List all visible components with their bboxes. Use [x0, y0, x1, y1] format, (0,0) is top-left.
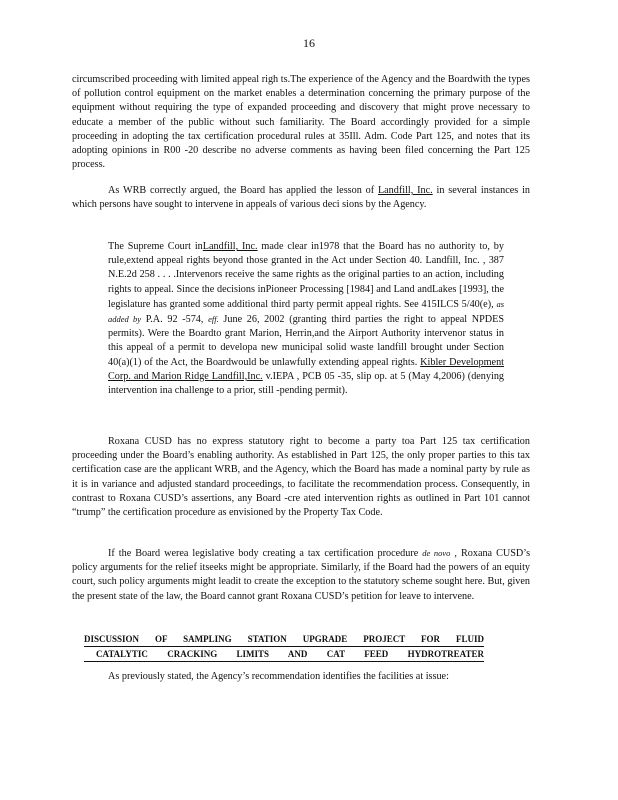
heading-line-1: DISCUSSION OF SAMPLING STATION UPGRADE PROJECT FOR FLUID: [84, 632, 484, 647]
paragraph-text: As WRB correctly argued, the Board has applied the lesson of: [108, 185, 378, 196]
quote-italic-as-added: as added by: [108, 298, 505, 325]
page-number: 16: [303, 36, 315, 50]
paragraph-text: in several instances in which persons have sought to intervene in appeals of various deci sions by the Agency.: [72, 185, 530, 211]
paragraph-circumscribed-proceeding: circumscribed proceeding with limited appeal righ ts.The experience of the Agency and the Boardwith the types of pollution control equipment on the market enables a determination concerning the primary purpose of the equipment without requiring the type of expanded proceeding and discovery that might prove necessary to educate a member of the public without such familiarity. The Board accordingly provided for a simple proceeding in adopting the tax certification procedural rules at 35Ill. Adm. Code Part 125, and notes that its adopting opinions in R00 -20 describe no adverse comments as having been filed concerning the Part 125 process.: [72, 74, 530, 171]
case-citation-landfill: Landfill, Inc.: [202, 241, 258, 252]
quote-text: made clear in1978 that the Board has no authority to, by rule,extend appeal rights beyond those granted in the Act under Section 40. Landfill, Inc. , 387 N.E.2d 258 . . . .Intervenors receive the same rights as the original parties to an action, including rights to appeal. Since the decisions inPioneer Processing [1984] and Land andLakes [1993], the legislature has granted some additional third party permit appeal rights. See 415ILCS 5/40(e),: [108, 241, 504, 310]
quote-text: P.A. 92 -574,: [145, 314, 204, 326]
case-citation-landfill: Landfill, Inc.: [377, 185, 433, 196]
paragraph-legislative-body: [72, 546, 530, 604]
section-heading: [84, 632, 484, 662]
paragraph-roxana-no-right: Roxana CUSD has no express statutory right to become a party toa Part 125 tax certification proceeding under the Board’s enabling authority. As established in Part 125, the only proper parties to this tax certification case are the applicant WRB, and the Agency, which the Board has made a nominal party by rule as it is in variance and adjusted standard proceedings, to facilitate the recommendation process. Consequently, in contrast to Roxana CUSD’s assertions, any Board -cre ated intervention rights as outlined in Part 101 cannot “trump” the certification procedure as envisioned by the Property Tax Code.: [72, 436, 530, 519]
paragraph-text: , Roxana CUSD’s policy arguments for the relief itseeks might be appropriate. Similarly, if the Board had the powers of an equity court, such policy arguments might leadit to create the exception to the statutory scheme sought here. But, given the present state of the law, the Board cannot grant Roxana CUSD’s petition for leave to intervene.: [72, 548, 531, 602]
quote-text: v.IEPA , PCB 05 -35, slip op. at 5 (May 4,2006) (denying intervention ina challenge to a prior, still -pending permit).: [108, 370, 505, 397]
quote-text: June 26, 2002 (granting third parties the right to appeal NPDES permits). Were the Boardto grant Marion, Herrin,and the Airport Authority intervenor status in this appeal of a permit to developa new municipal solid waste landfill brought under Section 40(a)(1) of the Act, the Boardwould be unlawfully extending appeal rights.: [108, 314, 505, 368]
heading-line-2: CATALYTIC CRACKING LIMITS AND CAT FEED HYDROTREATER: [84, 647, 484, 662]
italic-de-novo: de novo: [422, 548, 451, 558]
paragraph-text: If the Board werea legislative body creating a tax certification procedure: [108, 548, 419, 559]
quote-text: The Supreme Court in: [108, 241, 203, 252]
case-citation-kibler: Kibler Development Corp. and Marion Ridge Landfill,Inc.: [108, 356, 504, 382]
block-quote: [108, 240, 504, 398]
paragraph-previously-stated: As previously stated, the Agency’s recommendation identifies the facilities at issue:: [108, 671, 449, 682]
paragraph-wrb-argued: [72, 184, 530, 212]
quote-italic-eff: eff.: [208, 314, 219, 325]
